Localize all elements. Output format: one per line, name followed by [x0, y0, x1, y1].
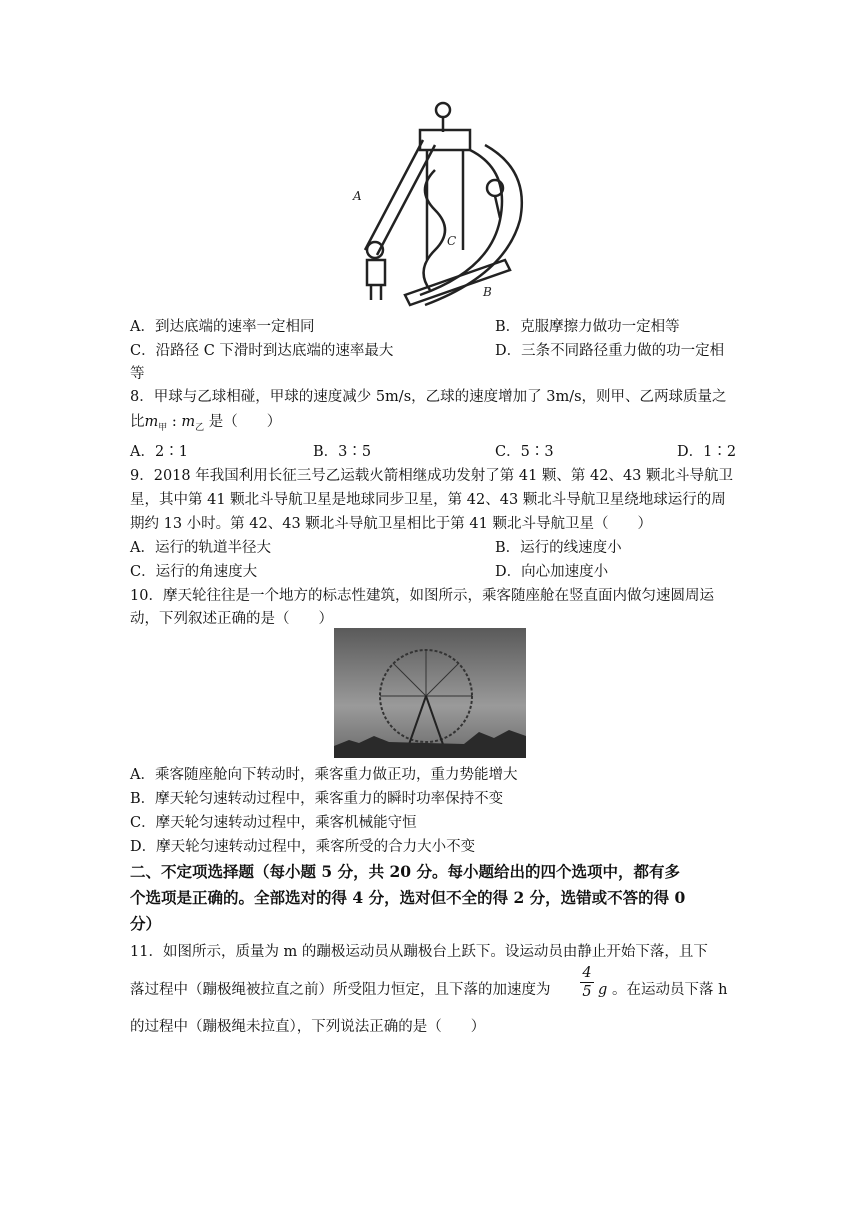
- q8-option-b: B．3∶5: [313, 444, 372, 460]
- q9-stem-2: 星，其中第 41 颗北斗导航卫星是地球同步卫星，第 42、43 颗北斗导航卫星绕地球运行的周: [130, 492, 726, 508]
- q10-option-c: C．摩天轮匀速转动过程中，乘客机械能守恒: [130, 815, 417, 831]
- q11-stem-2a: 落过程中（蹦极绳被拉直之前）所受阻力恒定，且下落的加速度为: [130, 982, 551, 998]
- g-symbol: g: [598, 982, 608, 998]
- q11-stem-2b: 。在运动员下落 h: [612, 982, 728, 998]
- q7-option-d: D．三条不同路径重力做的功一定相: [495, 343, 725, 359]
- q9-option-d: D．向心加速度小: [495, 564, 609, 580]
- section2-heading-2: 个选项是正确的。全部选对的得 4 分，选对但不全的得 2 分，选错或不答的得 0: [130, 888, 686, 907]
- fraction-numerator: 4: [580, 964, 594, 983]
- q8-option-a: A．2∶1: [130, 444, 188, 460]
- q7-option-a: A．到达底端的速率一定相同: [130, 319, 315, 335]
- section2-heading-3: 分）: [130, 914, 162, 933]
- slide-figure: [345, 100, 535, 310]
- label-c: C: [447, 234, 457, 248]
- fraction-denominator: 5: [582, 984, 592, 1000]
- fraction: [580, 964, 594, 1001]
- q9-option-a: A．运行的轨道半径大: [130, 540, 271, 556]
- q7-option-b: B．克服摩擦力做功一定相等: [495, 319, 680, 335]
- q10-stem-2: 动，下列叙述正确的是（ ）: [130, 611, 333, 627]
- q11-stem-1: 11．如图所示，质量为 m 的蹦极运动员从蹦极台上跃下。设运动员由静止开始下落，且下: [130, 944, 708, 960]
- q8-stem-2: 比$m_甲$ : $m_乙$ 是（ ）: [130, 414, 282, 433]
- ferris-wheel-photo: [334, 628, 526, 758]
- q10-option-b: B．摩天轮匀速转动过程中，乘客重力的瞬时功率保持不变: [130, 791, 504, 807]
- q9-stem-1: 9．2018 年我国利用长征三号乙运载火箭相继成功发射了第 41 颗、第 42、43 颗北斗导航卫: [130, 468, 734, 484]
- label-a: A: [353, 189, 362, 203]
- label-b: B: [483, 285, 492, 299]
- q10-option-a: A．乘客随座舱向下转动时，乘客重力做正功，重力势能增大: [130, 767, 518, 783]
- q8-option-c: C．5∶3: [495, 444, 554, 460]
- q7-option-c: C．沿路径 C 下滑时到达底端的速率最大: [130, 343, 394, 359]
- q7-option-d-cont: 等: [130, 366, 145, 382]
- q9-option-b: B．运行的线速度小: [495, 540, 622, 556]
- q8-stem-1: 8．甲球与乙球相碰，甲球的速度减少 5m/s，乙球的速度增加了 3m/s，则甲、乙两球质量之: [130, 389, 727, 405]
- q8-option-d: D．1∶2: [677, 444, 737, 460]
- q9-stem-3: 期约 13 小时。第 42、43 颗北斗导航卫星相比于第 41 颗北斗导航卫星（ ）: [130, 516, 652, 532]
- q9-option-c: C．运行的角速度大: [130, 564, 258, 580]
- q11-stem-3: 的过程中（蹦极绳未拉直），下列说法正确的是（ ）: [130, 1019, 486, 1035]
- q10-option-d: D．摩天轮匀速转动过程中，乘客所受的合力大小不变: [130, 839, 476, 855]
- q10-stem-1: 10．摩天轮往往是一个地方的标志性建筑，如图所示，乘客随座舱在竖直面内做匀速圆周运: [130, 588, 714, 604]
- section2-heading-1: 二、不定项选择题（每小题 5 分，共 20 分。每小题给出的四个选项中，都有多: [130, 862, 680, 881]
